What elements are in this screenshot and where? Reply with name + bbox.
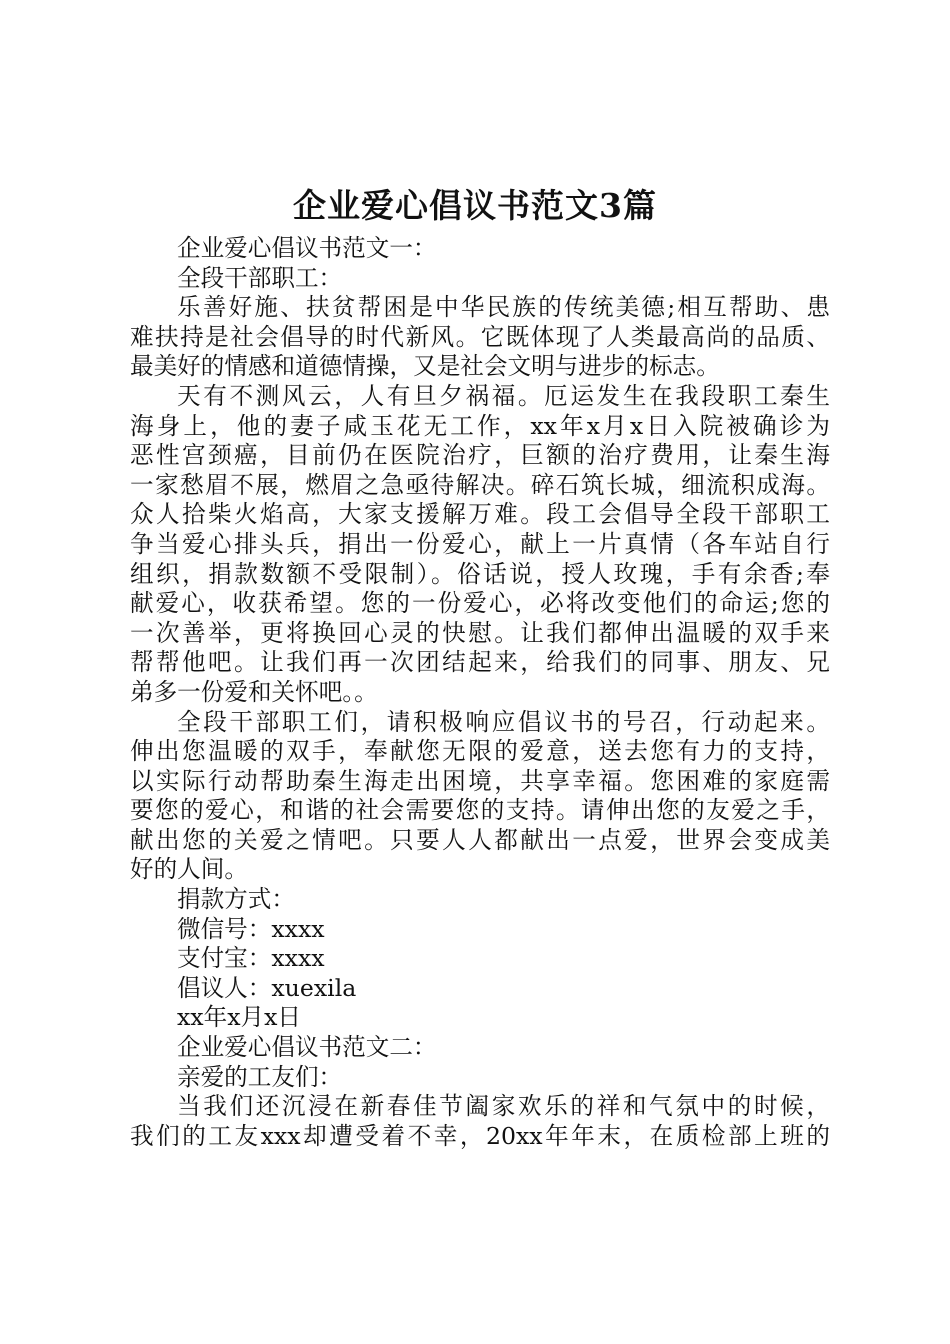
section-heading: 企业爱心倡议书范文一： [177, 234, 437, 262]
salutation: 亲爱的工友们： [177, 1062, 343, 1091]
paragraph-line: 弟多一份爱和关怀吧。。 [130, 677, 378, 706]
paragraph-line: 最美好的情感和道德情操，又是社会文明与进步的标志。 [130, 352, 720, 381]
date-line: xx年x月x日 [177, 1003, 302, 1032]
paragraph-line: 献出您的关爱之情吧。只要人人都献出一点爱，世界会变成美 [130, 825, 830, 854]
paragraph-line: 以实际行动帮助秦生海走出困境，共享幸福。您困难的家庭需 [130, 766, 830, 795]
paragraph-line: 天有不测风云，人有旦夕祸福。厄运发生在我段职工秦生 [177, 381, 830, 410]
document-body [130, 234, 830, 1151]
alipay-id: 支付宝：xxxx [177, 944, 325, 973]
section-heading: 企业爱心倡议书范文二： [177, 1033, 437, 1062]
salutation: 全段干部职工： [177, 263, 343, 292]
paragraph-line: 一次善举，更将换回心灵的快慰。让我们都伸出温暖的双手来 [130, 618, 830, 647]
paragraph-line: 献爱心，收获希望。您的一份爱心，必将改变他们的命运;您的 [130, 589, 830, 618]
donation-method-heading: 捐款方式： [177, 885, 295, 914]
document-title: 企业爱心倡议书范文3篇 [293, 186, 657, 225]
paragraph-line: 我们的工友xxx却遭受着不幸，20xx年年末，在质检部上班的 [130, 1121, 830, 1150]
paragraph-line: 争当爱心排头兵，捐出一份爱心，献上一片真情（各车站自行 [130, 529, 830, 558]
paragraph-line: 乐善好施、扶贫帮困是中华民族的传统美德;相互帮助、患 [177, 293, 830, 322]
wechat-id: 微信号：xxxx [177, 914, 325, 943]
paragraph-line: 当我们还沉浸在新春佳节阖家欢乐的祥和气氛中的时候， [177, 1092, 830, 1121]
paragraph-line: 全段干部职工们，请积极响应倡议书的号召，行动起来。 [177, 707, 830, 736]
paragraph-line: 伸出您温暖的双手，奉献您无限的爱意，送去您有力的支持， [130, 737, 830, 766]
paragraph-line: 帮帮他吧。让我们再一次团结起来，给我们的同事、朋友、兄 [130, 648, 830, 677]
paragraph-line: 众人拾柴火焰高，大家支援解万难。段工会倡导全段干部职工 [130, 500, 830, 529]
paragraph-line: 恶性宫颈癌，目前仍在医院治疗，巨额的治疗费用，让秦生海 [130, 441, 830, 470]
paragraph-line: 组织，捐款数额不受限制）。俗话说，授人玫瑰，手有余香;奉 [130, 559, 830, 588]
paragraph-line: 好的人间。 [130, 855, 248, 884]
paragraph-line: 要您的爱心，和谐的社会需要您的支持。请伸出您的友爱之手， [130, 796, 830, 825]
initiator: 倡议人：xuexila [177, 973, 357, 1002]
paragraph-line: 一家愁眉不展，燃眉之急亟待解决。碎石筑长城，细流积成海。 [130, 470, 830, 499]
paragraph-line: 海身上，他的妻子咸玉花无工作，xx年x月x日入院被确诊为 [130, 411, 830, 440]
paragraph-line: 难扶持是社会倡导的时代新风。它既体现了人类最高尚的品质、 [130, 322, 830, 351]
